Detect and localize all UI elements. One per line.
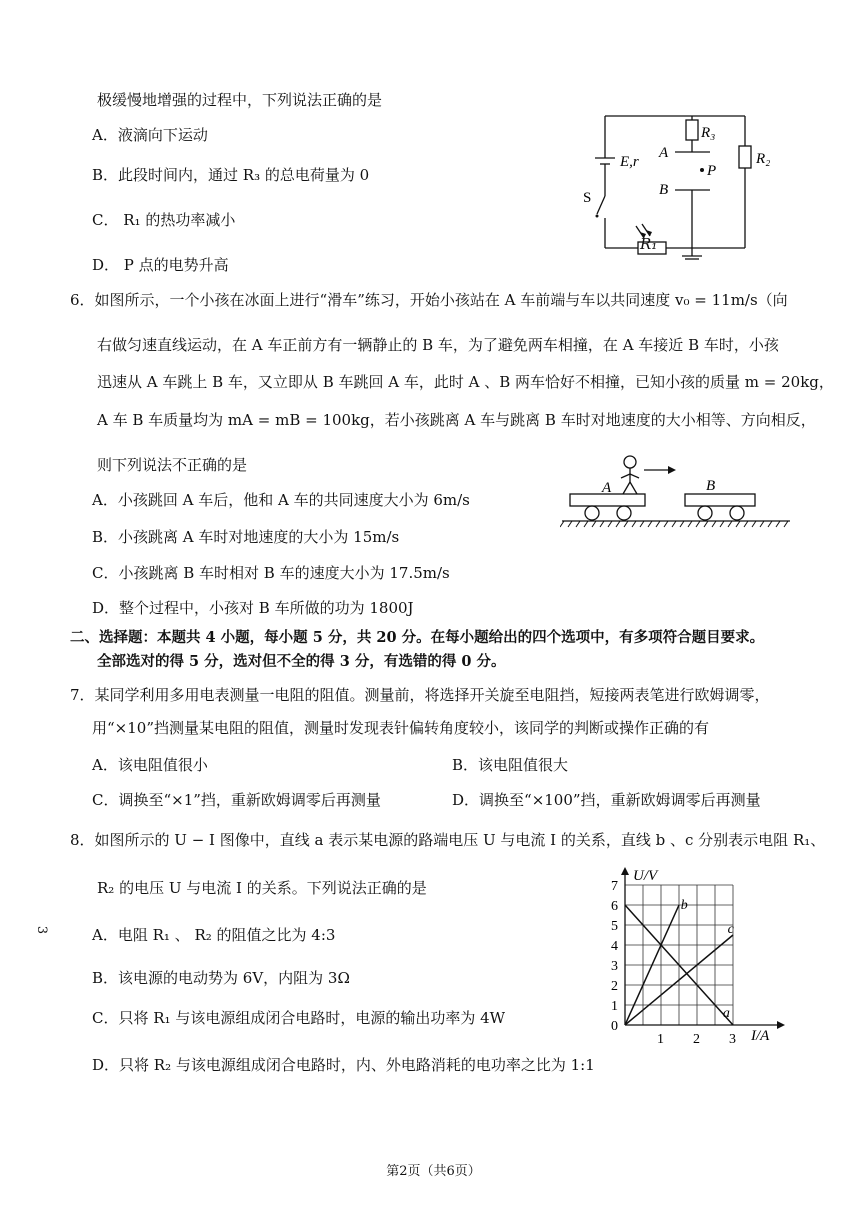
y-tick-label: 3 [611,959,618,974]
label-plate-b: B [659,182,669,198]
section2-line-1: 二、选择题：本题共 4 小题，每小题 5 分，共 20 分。在每小题给出的四个选项中，有多项符合题目要求。 [70,629,765,646]
x-tick-label: 2 [693,1032,700,1047]
q8-option-d: D．只将 R₂ 与该电源组成闭合电路时，内、外电路消耗的电功率之比为 1:1 [92,1056,595,1074]
x-tick-label: 1 [657,1032,664,1047]
label-point-p: P [707,163,717,179]
q8-option-c: C．只将 R₁ 与该电源组成闭合电路时，电源的输出功率为 4W [92,1009,506,1027]
q6-option-c: C．小孩跳离 B 车时相对 B 车的速度大小为 17.5m/s [92,564,450,582]
label-plate-a: A [659,145,669,161]
x-tick-label: 3 [729,1032,736,1047]
q5-option-d: D． P 点的电势升高 [92,256,229,274]
q5-option-a: A．液滴向下运动 [92,126,208,144]
q7-option-c: C．调换至“×1”挡，重新欧姆调零后再测量 [92,791,381,809]
ui-chart [595,862,805,1052]
y-tick-label: 1 [611,999,618,1014]
q8-line-2: R₂ 的电压 U 与电流 I 的关系。下列说法正确的是 [97,879,427,897]
carts-diagram [560,450,800,535]
section2-line-2: 全部选对的得 5 分，选对但不全的得 3 分，有选错的得 0 分。 [97,653,506,670]
series-label-a: a [722,1006,730,1021]
q6-line-1: 6．如图所示，一个小孩在冰面上进行“滑车”练习，开始小孩站在 A 车前端与车以共同速度 v₀ = 11m/s（向 [70,291,788,309]
label-r3: R₃ [701,125,716,141]
q6-option-a: A．小孩跳回 A 车后，他和 A 车的共同速度大小为 6m/s [92,491,470,509]
chart-series [625,898,735,1025]
y-axis-arrow [621,867,629,875]
cart-b-label: B [706,478,716,494]
q6-line-3: 迅速从 A 车跳上 B 车，又立即从 B 车跳回 A 车，此时 A 、B 两车恰好不相撞，已知小孩的质量 m = 20kg， [97,373,834,391]
q6-line-5: 则下列说法不正确的是 [97,456,248,474]
y-tick-label: 6 [611,899,618,914]
q6-line-2: 右做匀速直线运动，在 A 车正前方有一辆静止的 B 车，为了避免两车相撞，在 A 车接近 B 车时，小孩 [97,336,779,354]
q7-line-1: 7．某同学利用多用电表测量一电阻的阻值。测量前，将选择开关旋至电阻挡，短接两表笔进行欧姆调零， [70,686,770,704]
x-axis-arrow [777,1021,785,1029]
y-tick-label: 5 [611,919,618,934]
series-label-c: c [727,922,734,937]
q5-stem: 极缓慢地增强的过程中，下列说法正确的是 [97,91,383,109]
series-label-b: b [680,898,688,913]
y-tick-label: 4 [611,939,618,954]
q7-option-a: A．该电阻值很小 [92,756,208,774]
y-tick-label: 0 [611,1019,618,1034]
label-switch: S [583,190,592,206]
q6-option-b: B．小孩跳离 A 车时对地速度的大小为 15m/s [92,528,400,546]
label-source: E,r [620,154,639,170]
q7-option-b: B．该电阻值很大 [452,756,569,774]
chart-y-axis-label: U/V [633,868,658,884]
q7-line-2: 用“×10”挡测量某电阻的阻值，测量时发现表针偏转角度较小，该同学的判断或操作正确的有 [92,719,709,737]
q8-option-b: B．该电源的电动势为 6V，内阻为 3Ω [92,969,350,987]
chart-x-axis-label: I/A [751,1028,770,1044]
q7-option-d: D．调换至“×100”挡，重新欧姆调零后再测量 [452,791,761,809]
q8-line-1: 8．如图所示的 U − I 图像中，直线 a 表示某电源的路端电压 U 与电流 I 的关系，直线 b 、c 分别表示电阻 R₁、 [70,831,826,849]
label-r1: R₁ [640,235,658,253]
circuit-diagram [580,108,800,260]
label-r2: R₂ [756,151,771,167]
cart-a-label: A [602,480,612,496]
q6-line-4: A 车 B 车质量均为 mA = mB = 100kg，若小孩跳离 A 车与跳离 B 车时对地速度的大小相等、方向相反， [97,411,816,429]
q8-option-a: A．电阻 R₁ 、 R₂ 的阻值之比为 4:3 [92,926,336,944]
q6-option-d: D．整个过程中，小孩对 B 车所做的功为 1800J [92,599,414,617]
margin-mark: 3 [34,925,50,935]
q5-option-c: C． R₁ 的热功率减小 [92,211,236,229]
q5-option-b: B．此段时间内，通过 R₃ 的总电荷量为 0 [92,166,370,184]
y-tick-label: 2 [611,979,618,994]
y-tick-label: 7 [611,879,618,894]
page-footer: 第2页（共6页） [386,1164,481,1179]
